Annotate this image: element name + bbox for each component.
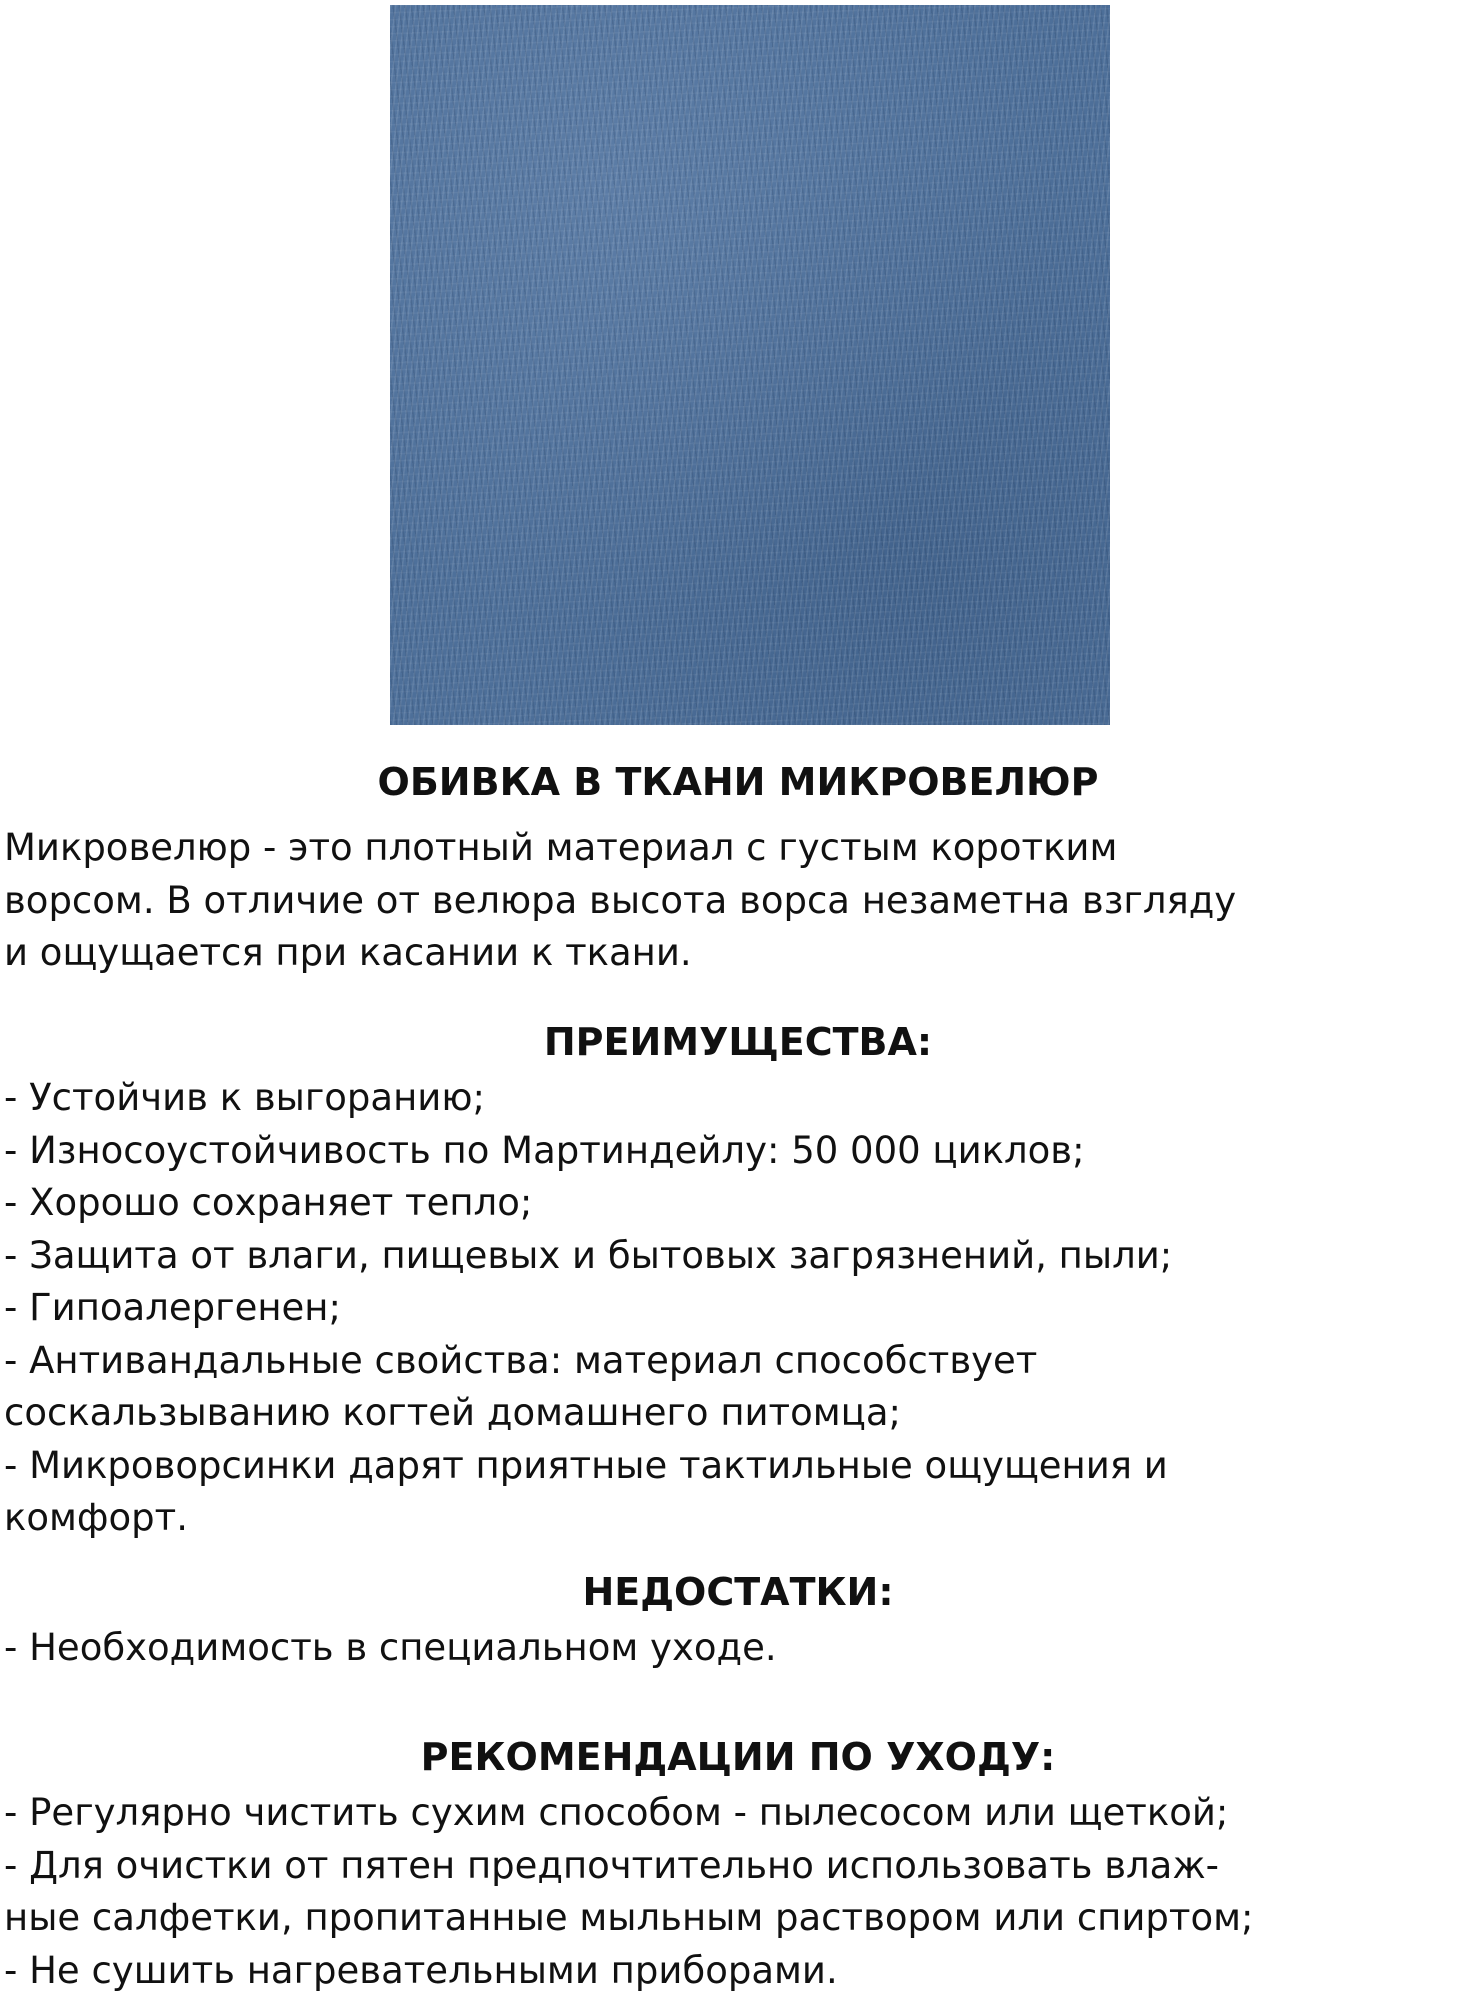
fabric-swatch-image <box>390 5 1110 725</box>
list-item: - Устойчив к выгоранию; <box>4 1076 485 1119</box>
disadvantages-list <box>4 1622 1464 1675</box>
disadvantages-heading: НЕДОСТАТКИ: <box>582 1570 894 1614</box>
description-line: и ощущается при касании к ткани. <box>4 931 692 974</box>
list-item: - Регулярно чистить сухим способом - пылесосом или щеткой; <box>4 1791 1229 1834</box>
description-line: ворсом. В отличие от велюра высота ворса незаметна взгляду <box>4 878 1237 922</box>
care-heading: РЕКОМЕНДАЦИИ ПО УХОДУ: <box>420 1735 1056 1779</box>
upholstery-description <box>4 822 1464 980</box>
care-list <box>4 1787 1464 1997</box>
upholstery-heading: ОБИВКА В ТКАНИ МИКРОВЕЛЮР <box>377 760 1099 804</box>
list-item: - Необходимость в специальном уходе. <box>4 1626 777 1669</box>
list-item: - Гипоалергенен; <box>4 1286 341 1329</box>
list-item: - Износоустойчивость по Мартиндейлу: 50 000 циклов; <box>4 1128 1085 1172</box>
list-item: - Не сушить нагревательными приборами. <box>4 1948 838 1992</box>
advantages-heading: ПРЕИМУЩЕСТВА: <box>543 1020 933 1064</box>
description-line: Микровелюр - это плотный материал с густым коротким <box>4 826 1118 869</box>
list-item: - Микроворсинки дарят приятные тактильные ощущения и комфорт. <box>4 1443 1168 1539</box>
list-item: - Хорошо сохраняет тепло; <box>4 1181 533 1224</box>
list-item: - Для очистки от пятен предпочтительно использовать влаж- ные салфетки, пропитанные мыльным раствором или спиртом; <box>4 1843 1254 1939</box>
list-item: - Антивандальные свойства: материал способствует соскальзыванию когтей домашнего питомца; <box>4 1338 1038 1434</box>
list-item: - Защита от влаги, пищевых и бытовых загрязнений, пыли; <box>4 1233 1173 1277</box>
advantages-list <box>4 1072 1464 1545</box>
